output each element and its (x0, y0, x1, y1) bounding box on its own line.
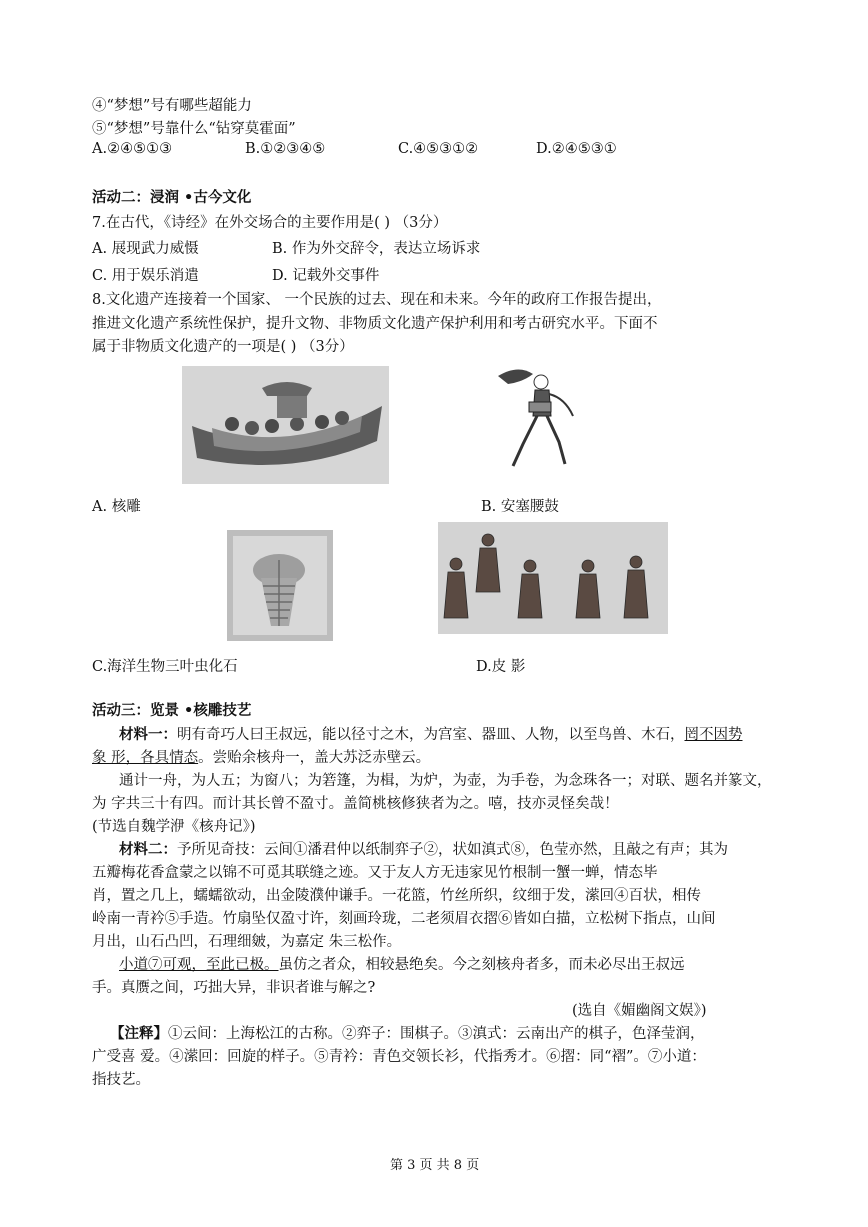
q6-option-b: B.①②③④⑤ (245, 141, 326, 157)
material1-label: 材料一： (119, 727, 177, 743)
material1-line3: 通计一舟，为人五；为窗八；为箬篷，为楫，为炉，为壶，为手卷，为念珠各一；对联、题名并篆文， (119, 773, 772, 789)
q8-option-b: B. 安塞腰鼓 (481, 499, 559, 515)
material1-underline-1: 罔不因势 (684, 727, 743, 743)
q6-option-c: C.④⑤③①② (398, 141, 479, 157)
material2-line6 (119, 953, 685, 974)
q8-option-a: A. 核雕 (92, 499, 141, 515)
material2-line5: 月出，山石凸凹，石理细皴，为嘉定 朱三松作。 (92, 934, 402, 950)
material2-source: (选自《媚幽阁文娱》) (572, 1003, 707, 1019)
q8-stem-line3: 属于非物质文化遗产的一项是( ) （3分） (92, 339, 354, 355)
activity3-heading: 活动三：览景 •核雕技艺 (92, 703, 252, 719)
q6-item-5: ⑤“梦想”号靠什么“钻穿莫霍面” (92, 121, 296, 137)
material2-underline: 小道⑦可观，至此已极。 (119, 957, 279, 973)
material2-label: 材料二： (119, 842, 177, 858)
material1-underline-2: 象 形，各具情态 (92, 750, 199, 766)
q7-option-b: B. 作为外交辞令，表达立场诉求 (272, 241, 481, 257)
material2-text: 予所见奇技：云间①潘君仲以纸制弈子②，状如滇式⑧，色莹亦然，且敲之有声；其为 (177, 842, 728, 858)
notes-line1 (110, 1022, 705, 1043)
waist-drum-image (493, 364, 583, 479)
activity2-heading: 活动二：浸润 •古今文化 (92, 190, 252, 206)
material2-text-6: 虽仿之者众，相较悬绝矣。今之刻核舟者多，而未必尽出王叔远 (278, 957, 685, 973)
material2-line4: 岭南一青衿⑤手造。竹扇坠仅盈寸许，刻画玲珑，二老须眉衣摺⑥皆如白描，立松树下指点，山间 (92, 911, 716, 927)
material1-line2 (92, 746, 430, 767)
q6-option-a: A.②④⑤①③ (92, 141, 173, 157)
q8-stem-line2: 推进文化遗产系统性保护，提升文物、非物质文化遗产保护利用和考古研究水平。下面不 (92, 316, 658, 332)
q7-option-d: D. 记载外交事件 (272, 268, 380, 284)
trilobite-fossil-image (227, 530, 333, 641)
material1-source: (节选自魏学洢《核舟记》) (92, 819, 256, 835)
material1-line1 (119, 723, 743, 744)
notes-label: 【注释】 (110, 1026, 168, 1042)
notes-text: ①云间：上海松江的古称。②弈子：围棋子。③滇式：云南出产的棋子，色泽莹润， (168, 1026, 705, 1042)
material2-line7: 手。真赝之间，巧拙大异，非识者谁与解之? (92, 980, 376, 996)
q6-item-4: ④“梦想”号有哪些超能力 (92, 98, 252, 114)
q7-option-a: A. 展现武力威慑 (92, 241, 199, 257)
q8-stem-line1: 8.文化遗产连接着一个国家、 一个民族的过去、现在和未来。今年的政府工作报告提出， (92, 292, 662, 308)
material1-text-2: 。尝贻余核舟一，盖大苏泛赤壁云。 (198, 750, 431, 766)
shadow-puppet-image (438, 522, 668, 634)
q7-option-c: C. 用于娱乐消遣 (92, 268, 199, 284)
material2-line2: 五瓣梅花香盒蒙之以锦不可觅其联缝之迹。又于友人方无违家见竹根制一蟹一蝉，情态毕 (92, 865, 658, 881)
q8-option-c: C.海洋生物三叶虫化石 (92, 659, 238, 675)
q8-option-d: D.皮 影 (476, 659, 526, 675)
nut-carving-image (182, 366, 389, 484)
page-footer: 第 3 页 共 8 页 (390, 1158, 480, 1173)
material1-line4: 为 字共三十有四。而计其长曾不盈寸。盖简桃核修狭者为之。嘻，技亦灵怪矣哉！ (92, 796, 619, 812)
notes-line2: 广受喜 爱。④潆回：回旋的样子。⑤青衿：青色交领长衫，代指秀才。⑥摺：同“褶”。⑦小道： (92, 1049, 706, 1065)
material2-line3: 肖，置之几上，蠕蠕欲动，出金陵濮仲谦手。一花篮，竹丝所织，纹细于发，潆回④百状，相传 (92, 888, 701, 904)
q7-stem: 7.在古代，《诗经》在外交场合的主要作用是( ) （3分） (92, 215, 448, 231)
material2-line1 (119, 838, 728, 859)
material1-text: 明有奇巧人曰王叔远，能以径寸之木，为宫室、器皿、人物，以至鸟兽、木石， (177, 727, 685, 743)
q6-option-d: D.②④⑤③① (536, 141, 617, 157)
notes-line3: 指技艺。 (92, 1072, 150, 1088)
